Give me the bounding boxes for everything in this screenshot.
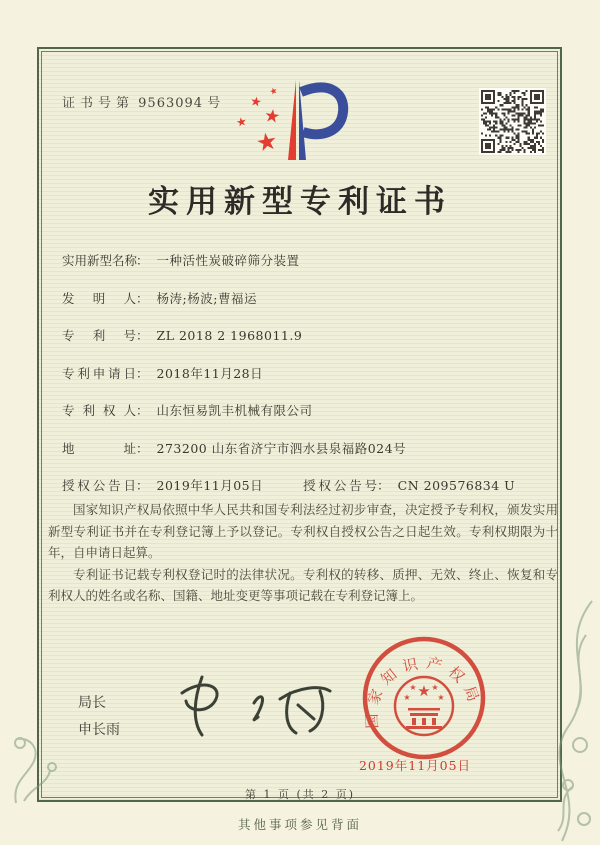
- commissioner-title: 局长: [78, 695, 106, 711]
- svg-text:★: ★: [403, 693, 411, 702]
- certificate-number-suffix: 号: [207, 96, 226, 111]
- field-label: 授权公告日: [62, 478, 136, 493]
- field-value: 山东恒易凯丰机械有限公司: [156, 403, 313, 418]
- seal-ring-text: 国家知识产权局: [362, 653, 485, 730]
- logo-star-icon: ★: [253, 126, 280, 158]
- logo-star-icon: ★: [268, 86, 280, 99]
- field-value: 273200 山东省济宁市泗水县泉福路024号: [156, 440, 407, 456]
- cnipa-logo-icon: [228, 70, 378, 182]
- field-grant-number: [303, 478, 515, 493]
- logo-pen-nib-graphic: [283, 70, 378, 182]
- seal-date: 2019年11月05日: [358, 758, 472, 773]
- commissioner-signature: [158, 665, 343, 750]
- field-grant-announcement: [62, 476, 562, 498]
- field-label: 地址: [62, 440, 136, 456]
- back-side-note: 其他事项参见背面: [237, 817, 362, 832]
- field-label: 专利申请日: [62, 365, 136, 381]
- field-utility-model-name: [62, 251, 562, 273]
- svg-text:★: ★: [409, 683, 417, 692]
- field-value: 2019年11月05日: [156, 478, 264, 493]
- legal-paragraph-1: 国家知识产权局依照中华人民共和国专利法经过初步审查，决定授予专利权，颁发实用新型专利证书并在专利登记簿上予以登记。专利权自授权公告之日起生效。专利权期限为十年，自申请日起算。: [48, 502, 558, 560]
- cnipa-official-seal: [360, 634, 488, 762]
- field-label: 实用新型名称: [62, 253, 138, 268]
- certificate-fields: [62, 251, 562, 514]
- page-number: 第 1 页 (共 2 页): [244, 788, 356, 801]
- svg-text:★: ★: [417, 682, 431, 700]
- commissioner-name: 申长雨: [78, 722, 120, 738]
- legal-paragraph-2: 专利证书记载专利权登记时的法律状况。专利权的转移、质押、无效、终止、恢复和专利权人的姓名或名称、国籍、地址变更等事项记载在专利登记簿上。: [48, 566, 558, 603]
- field-label: 发明人: [62, 290, 136, 306]
- commissioner-block: [78, 690, 120, 744]
- logo-star-icon: ★: [234, 114, 249, 130]
- qr-code: [479, 88, 546, 155]
- field-value: 杨涛;杨波;曹福运: [156, 290, 257, 306]
- certificate-number: [62, 92, 225, 111]
- colon: ：: [136, 253, 149, 268]
- field-value: ZL 2018 2 1968011.9: [156, 328, 303, 343]
- field-filing-date: [62, 364, 562, 386]
- colon: ：: [136, 440, 149, 456]
- colon: ：: [136, 365, 149, 381]
- field-label: 授权公告号: [303, 478, 378, 493]
- colon: ：: [136, 403, 149, 418]
- field-patentee: [62, 401, 562, 423]
- field-inventors: [62, 289, 562, 311]
- certificate-number-prefix: 证书号第: [62, 96, 135, 111]
- logo-star-icon: ★: [248, 94, 263, 111]
- corner-flourish-left: [10, 723, 72, 807]
- certificate-number-value: 9563094: [138, 96, 204, 111]
- field-patent-number: [62, 326, 562, 348]
- field-label: 专利权人: [62, 403, 136, 418]
- colon: ：: [136, 290, 149, 306]
- colon: ：: [136, 478, 149, 493]
- colon: ：: [136, 328, 149, 343]
- field-address: [62, 439, 562, 461]
- certificate-title: 实用新型专利证书: [148, 184, 452, 220]
- colon: ：: [377, 478, 390, 493]
- svg-text:★: ★: [431, 683, 439, 692]
- field-value: 一种活性炭破碎筛分装置: [156, 253, 300, 268]
- logo-star-icon: ★: [262, 104, 282, 129]
- legal-text: [48, 499, 558, 607]
- seal-national-emblem: [395, 677, 453, 735]
- svg-text:★: ★: [437, 693, 445, 702]
- field-value: CN 209576834 U: [397, 478, 516, 493]
- field-label: 专利号: [62, 328, 136, 343]
- corner-flourish-right: [528, 595, 600, 845]
- field-value: 2018年11月28日: [156, 365, 264, 381]
